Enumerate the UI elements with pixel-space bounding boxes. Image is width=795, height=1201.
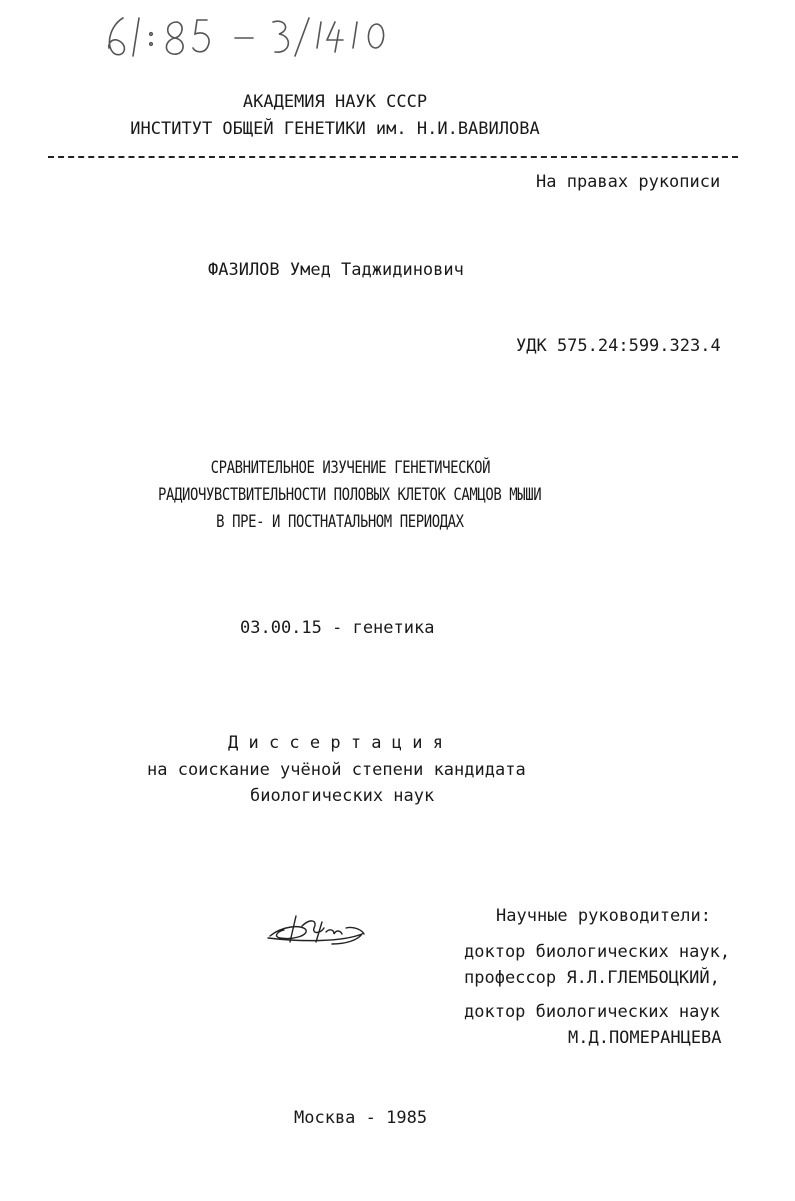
document-type-label: Д и с с е р т а ц и я (228, 733, 443, 753)
thesis-title-line-1 (100, 458, 600, 478)
author-name: ФАЗИЛОВ Умед Таджидинович (208, 260, 464, 280)
thesis-title-line-2 (40, 485, 660, 505)
supervisors-heading: Научные руководители: (496, 906, 711, 926)
header-divider (48, 156, 738, 158)
author-signature (262, 908, 372, 948)
supervisor-2-degree: доктор биологических наук (464, 1002, 720, 1022)
supervisor-1-degree: доктор биологических наук, (464, 942, 731, 962)
thesis-title-text-2: РАДИОЧУВСТВИТЕЛЬНОСТИ ПОЛОВЫХ КЛЕТОК САМЦОВ МЫШИ (158, 485, 542, 505)
institute-name: ИНСТИТУТ ОБЩЕЙ ГЕНЕТИКИ им. Н.И.ВАВИЛОВА (130, 119, 540, 139)
supervisor-1-name: профессор Я.Л.ГЛЕМБОЦКИЙ, (464, 968, 720, 988)
handwritten-archive-mark (95, 8, 425, 68)
city-and-year: Москва - 1985 (294, 1108, 428, 1128)
degree-field-line: биологических наук (250, 786, 435, 806)
degree-line: на соискание учёной степени кандидата (147, 760, 526, 780)
manuscript-rights-note: На правах рукописи (536, 172, 721, 192)
udc-code: УДК 575.24:599.323.4 (516, 336, 721, 356)
thesis-title-line-3 (140, 512, 540, 532)
academy-name: АКАДЕМИЯ НАУК СССР (242, 92, 428, 112)
thesis-title-text-1: СРАВНИТЕЛЬНОЕ ИЗУЧЕНИЕ ГЕНЕТИЧЕСКОЙ (210, 458, 490, 478)
supervisor-2-name: М.Д.ПОМЕРАНЦЕВА (568, 1028, 722, 1048)
specialty-code: 03.00.15 - генетика (240, 618, 435, 638)
thesis-title-text-3: В ПРЕ- И ПОСТНАТАЛЬНОМ ПЕРИОДАХ (216, 512, 464, 532)
